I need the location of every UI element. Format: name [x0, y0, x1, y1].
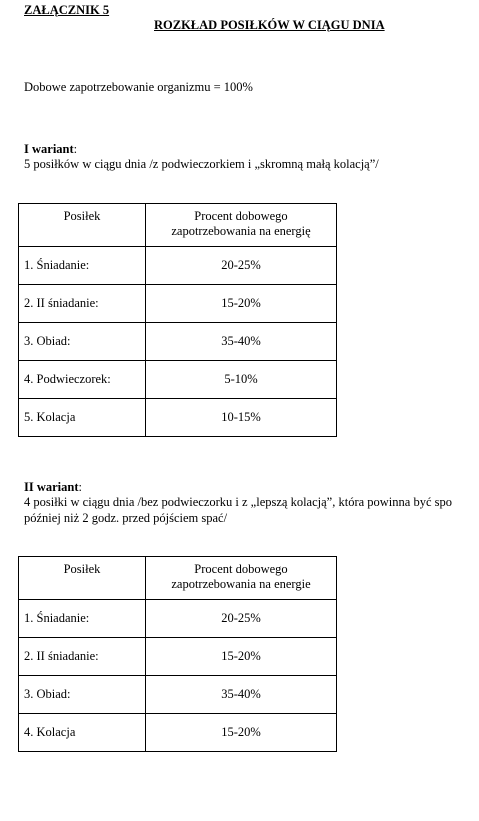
- table-row: [19, 247, 337, 285]
- header-percent-line1: Procent dobowego: [194, 209, 288, 223]
- table-header-row: [19, 204, 337, 247]
- meal-cell: 2. II śniadanie:: [19, 285, 146, 323]
- table-row: [19, 638, 337, 676]
- meal-cell: 4. Podwieczorek:: [19, 361, 146, 399]
- percent-cell: 5-10%: [146, 361, 337, 399]
- header-percent: [146, 204, 337, 247]
- variant1-label: I wariant: [24, 142, 74, 156]
- variant1-table: [18, 203, 337, 437]
- percent-cell: 35-40%: [146, 676, 337, 714]
- meal-cell: 3. Obiad:: [19, 323, 146, 361]
- table-row: [19, 323, 337, 361]
- meal-cell: 3. Obiad:: [19, 676, 146, 714]
- table-row: [19, 676, 337, 714]
- table-row: [19, 361, 337, 399]
- header-percent-line1: Procent dobowego: [194, 562, 288, 576]
- header-percent: [146, 557, 337, 600]
- table-row: [19, 399, 337, 437]
- variant1-colon: :: [73, 142, 78, 156]
- table-header-row: [19, 557, 337, 600]
- percent-cell: 10-15%: [146, 399, 337, 437]
- variant2-colon: :: [78, 480, 83, 494]
- meal-cell: 5. Kolacja: [19, 399, 146, 437]
- percent-cell: 15-20%: [146, 638, 337, 676]
- table-row: [19, 285, 337, 323]
- document-title: ROZKŁAD POSIŁKÓW W CIĄGU DNIA: [154, 18, 385, 32]
- variant2-heading: [24, 480, 82, 495]
- variant1-description: 5 posiłków w ciągu dnia /z podwieczorkiem i „skromną małą kolacją”/: [24, 157, 379, 171]
- meal-cell: 4. Kolacja: [19, 714, 146, 752]
- variant1-heading: [24, 142, 77, 157]
- variant2-table: [18, 556, 337, 752]
- header-meal: Posiłek: [19, 557, 146, 600]
- percent-cell: 20-25%: [146, 600, 337, 638]
- table-row: [19, 714, 337, 752]
- variant2-description-line2: później niż 2 godz. przed pójściem spać/: [24, 511, 228, 525]
- percent-cell: 15-20%: [146, 285, 337, 323]
- header-meal: Posiłek: [19, 204, 146, 247]
- table-row: [19, 600, 337, 638]
- intro-text: Dobowe zapotrzebowanie organizmu = 100%: [24, 80, 253, 94]
- variant2-description-line1: 4 posiłki w ciągu dnia /bez podwieczorku i z „lepszą kolacją”, która powinna być spo: [24, 495, 452, 509]
- percent-cell: 15-20%: [146, 714, 337, 752]
- header-percent-line2: zapotrzebowania na energię: [171, 224, 311, 238]
- meal-cell: 2. II śniadanie:: [19, 638, 146, 676]
- header-percent-line2: zapotrzebowania na energie: [171, 577, 311, 591]
- meal-cell: 1. Śniadanie:: [19, 247, 146, 285]
- annex-label: ZAŁĄCZNIK 5: [24, 3, 110, 17]
- percent-cell: 35-40%: [146, 323, 337, 361]
- variant2-label: II wariant: [24, 480, 79, 494]
- meal-cell: 1. Śniadanie:: [19, 600, 146, 638]
- percent-cell: 20-25%: [146, 247, 337, 285]
